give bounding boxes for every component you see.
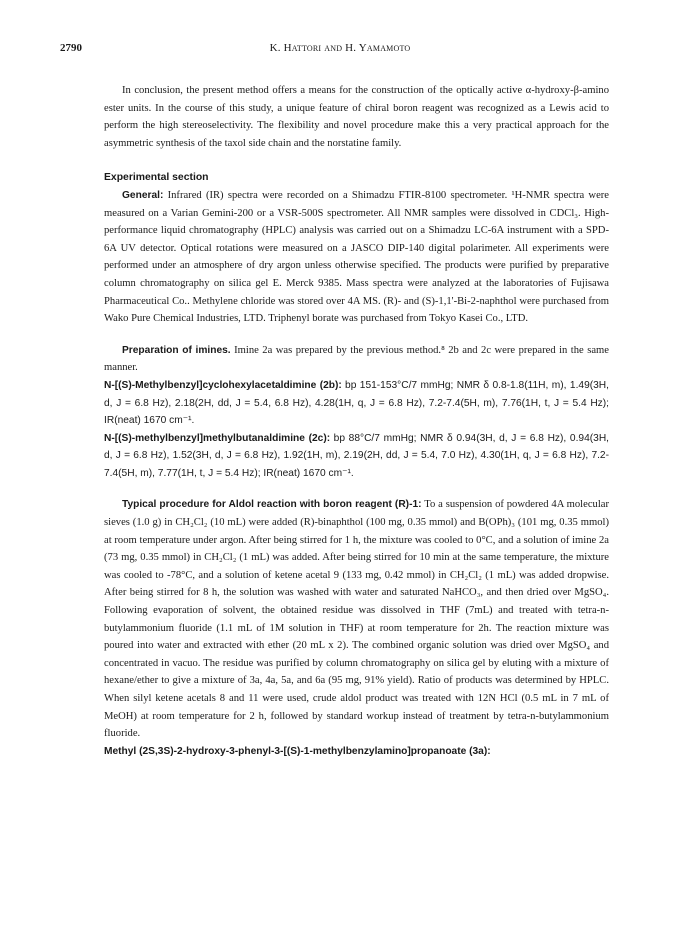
imines-paragraph	[104, 342, 609, 377]
page-number: 2790	[60, 42, 82, 54]
compound-2b-data: bp 151-153°C/7 mmHg; NMR δ 0.8-1.8(11H, m), 1.49(3H, d, J = 6.8 Hz), 2.18(2H, dd, J = 5.4, 6.8 Hz), 4.28(1H, q, J = 6.8 Hz), 7.2-7.4(5H, m), 7.76(1H, t, J = 5.4 Hz); IR(neat) 1670 cm⁻¹.	[104, 379, 609, 427]
aldol-paragraph	[104, 496, 609, 742]
general-text: Infrared (IR) spectra were recorded on a Shimadzu FTIR-8100 spectrometer. ¹H-NMR spectra were measured on a Varian Gemini-200 or a VSR-500S spectrometer. All NMR samples were dissolved in CDCl₃. High-performance liquid chromatography (HPLC) analysis was carried out on a Shimadzu LC-6A instrument with a SPD-6A UV detector. Optical rotations were measured on a JASCO DIP-140 digital polarimeter. All experiments were performed under an atmosphere of dry argon unless otherwise specified. The products were purified by preparative column chromatography on silica gel E. Merck 9385. Mass spectra were analyzed at the laboratories of Fujisawa Pharmaceutical Co.. Methylene chloride was stored over 4A MS. (R)- and (S)-1,1'-Bi-2-naphthol were purchased from Wako Pure Chemical Industries, LTD. Triphenyl borate was purchased from Tokyo Kasei Co., LTD.	[104, 189, 609, 325]
experimental-heading: Experimental section	[104, 172, 209, 184]
article-body	[104, 82, 609, 760]
compound-2b-name: N-[(S)-Methylbenzyl]cyclohexylacetaldimine (2b):	[104, 379, 342, 391]
conclusion-paragraph: In conclusion, the present method offers a means for the construction of the optically active α-hydroxy-β-amino ester units. In the course of this study, a unique feature of chiral boron reagent was recognized as a Lewis acid to perform the high stereoselectivity. The flexibility and novel procedure make this a very practical approach for the asymmetric synthesis of the taxol side chain and the norstatine family.	[104, 85, 609, 149]
imines-label: Preparation of imines.	[122, 344, 231, 356]
compound-3a-name: Methyl (2S,3S)-2-hydroxy-3-phenyl-3-[(S)-1-methylbenzylamino]propanoate (3a):	[104, 745, 491, 757]
compound-2c-entry	[104, 430, 609, 483]
aldol-label: Typical procedure for Aldol reaction with boron reagent (R)-1:	[122, 499, 422, 511]
running-head: K. Hattori and H. Yamamoto	[269, 42, 411, 54]
section-heading	[104, 169, 609, 187]
general-label: General:	[122, 189, 164, 201]
aldol-text: To a suspension of powdered 4A molecular sieves (1.0 g) in CH₂Cl₂ (10 mL) were added (R)-binaphthol (100 mg, 0.35 mmol) and B(OPh)₃ (101 mg, 0.35 mmol) at room temperature under argon. After being stirred for 1 h, the mixture was cooled to 0°C, and a solution of imine 2a (73 mg, 0.35 mmol) in CH₂Cl₂ (1 mL) was added. After being stirred for 10 min at the same temperature, the mixture was cooled to -78°C, and a solution of ketene acetal 9 (133 mg, 0.42 mmol) in CH₂Cl₂ (1 mL) was added dropwise. After being stirred for 8 h, the solution was washed with water and saturated NaHCO₃, and then dried over MgSO₄. Following evaporation of solvent, the obtained residue was dissolved in THF (7mL) and treated with tetra-n-butylammonium fluoride (1.1 mL of 1M solution in THF) at room temperature for 2h. The reaction mixture was poured into water and extracted with ether (20 mL x 2). The combined organic solution was dried over MgSO₄ and concentrated in vacuo. The residue was purified by column chromatography on silica gel by eluting with a mixture of hexane/ether to give a mixture of 3a, 4a, 5a, and 6a (95 mg, 91% yield). Ratio of products was determined by HPLC. When silyl ketene acetals 8 and 11 were used, crude aldol product was treated with 12N HCl (0.5 mL in 7 mL of MeOH) at room temperature for 2 h, followed by standard workup instead of treatment by tetra-n-butylammonium fluoride.	[104, 499, 609, 740]
compound-2c-data: bp 88°C/7 mmHg; NMR δ 0.94(3H, d, J = 6.8 Hz), 0.94(3H, d, J = 6.8 Hz), 1.52(3H, d, J = 6.8 Hz), 1.92(1H, m), 2.19(2H, dd, J = 5.4, 7.0 Hz), 4.30(1H, q, J = 6.8 Hz), 7.2-7.4(5H, m), 7.77(1H, t, J = 5.4 Hz); IR(neat) 1670 cm⁻¹.	[104, 432, 610, 479]
general-paragraph	[104, 187, 609, 328]
compound-2b-entry	[104, 377, 609, 430]
page-header	[60, 40, 620, 56]
imines-text: Imine 2a was prepared by the previous method.⁸ 2b and 2c were prepared in the same manner.	[104, 344, 609, 374]
compound-3a-entry	[104, 743, 609, 761]
compound-2c-name: N-[(S)-methylbenzyl]methylbutanaldimine (2c):	[104, 432, 331, 444]
